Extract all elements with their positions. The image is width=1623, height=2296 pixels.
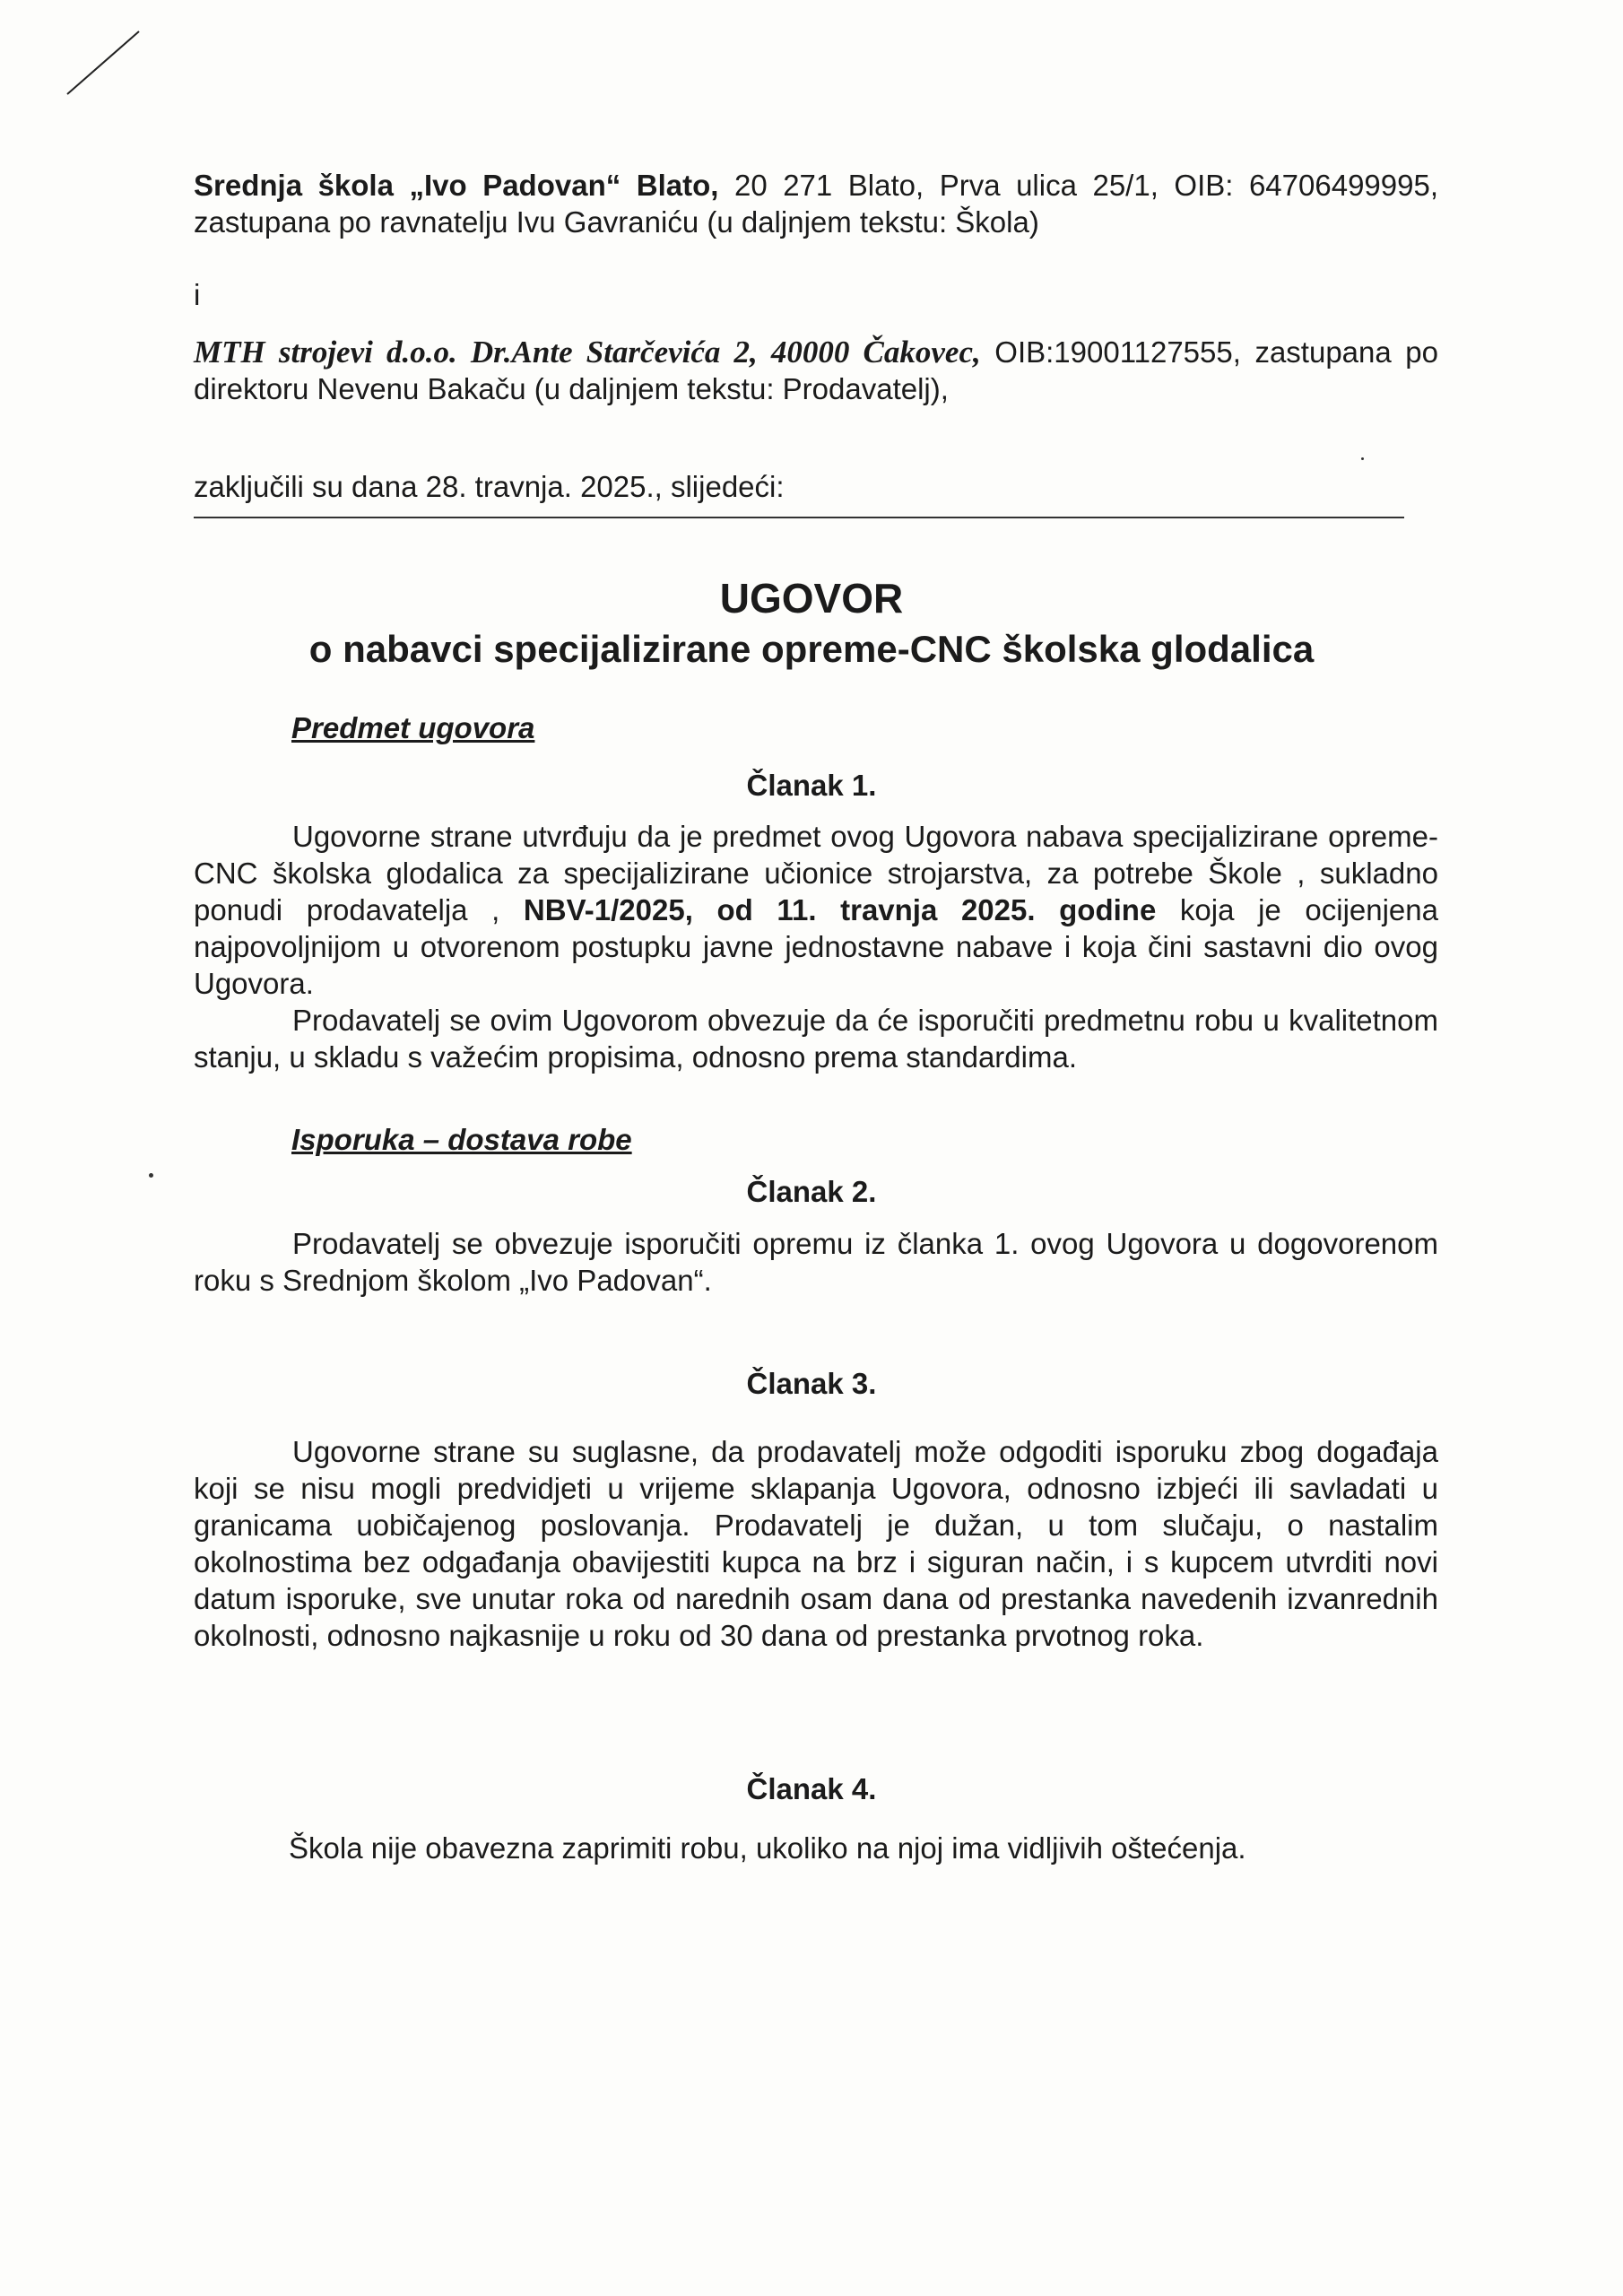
contract-subtitle: o nabavci specijalizirane opreme-CNC školska glodalica (308, 628, 1315, 670)
article-2-label: Članak 2. (746, 1175, 877, 1208)
concluded-line: zaključili su dana 28. travnja. 2025., slijedeći: (194, 470, 785, 503)
article-2-paragraph: Prodavatelj se obvezuje isporučiti opremu iz članka 1. ovog Ugovora u dogovorenom roku s Srednjom školom „Ivo Padovan“. (194, 1227, 1438, 1297)
scan-speck (1361, 457, 1364, 460)
article-1-text-end: koja je ocijenjena najpovoljnijom u otvorenom postupku javne jednostavne nabave i koja čini sastavni dio ovog Ugovora. (194, 893, 1438, 1000)
article-4-paragraph: Škola nije obavezna zaprimiti robu, ukoliko na njoj ima vidljivih oštećenja. (289, 1831, 1246, 1865)
pen-stroke-mark (63, 27, 143, 99)
contract-title: UGOVOR (719, 575, 904, 622)
offer-reference: NBV-1/2025, od 11. travnja 2025. godine (499, 893, 1157, 926)
article-3-paragraph: Ugovorne strane su suglasne, da prodavatelj može odgoditi isporuku zbog događaja koji se nisu mogli predvidjeti u vrijeme sklapanja Ugovora, odnosno izbjeći ili savladati u granicama uobičajenog poslovanja. Prodavatelj je dužan, u tom slučaju, o nastalim okolnostima bez odgađanja obavijestiti kupca na brz i siguran način, i s kupcem utvrditi novi datum isporuke, sve unutar roka od narednih osam dana od prestanka navedenih izvanrednih okolnosti, odnosno najkasnije u roku od 30 dana od prestanka prvotnog roka. (194, 1435, 1438, 1652)
article-1-paragraph-2: Prodavatelj se ovim Ugovorom obvezuje da će isporučiti predmetnu robu u kvalitetnom stanju, u skladu s važećim propisima, odnosno prema standardima. (194, 1004, 1438, 1074)
article-4-body (194, 1830, 1438, 1866)
party-school (194, 167, 1438, 240)
school-name: Srednja škola „Ivo Padovan“ Blato, (194, 169, 719, 202)
article-1-text-start: Ugovorne strane utvrđuju da je predmet ovog Ugovora nabava specijalizirane opreme-CNC školska glodalica za specijalizirane učionice strojarstva, za potrebe Škole , sukladno ponudi prodavatelja , (194, 820, 1438, 926)
party-conjunction: i (194, 278, 201, 311)
section-heading-delivery: Isporuka – dostava robe (291, 1123, 632, 1156)
scan-speck (149, 1173, 153, 1178)
article-4-label: Članak 4. (746, 1772, 877, 1805)
seller-details: OIB:19001127555, zastupana po direktoru Nevenu Bakaču (u daljnjem tekstu: Prodavatelj), (194, 335, 1438, 405)
article-2-body (194, 1225, 1438, 1299)
article-1-label: Članak 1. (746, 769, 877, 802)
seller-name: MTH strojevi d.o.o. Dr.Ante Starčevića 2, 40000 Čakovec, (194, 335, 981, 370)
party-seller (194, 334, 1438, 407)
article-3-body (194, 1433, 1438, 1654)
section-heading-subject: Predmet ugovora (291, 711, 535, 744)
divider-line (194, 517, 1404, 518)
article-3-label: Članak 3. (746, 1367, 877, 1400)
article-1-body (194, 818, 1438, 1075)
school-details: 20 271 Blato, Prva ulica 25/1, OIB: 64706499995, zastupana po ravnatelju Ivu Gavraniću (u daljnjem tekstu: Škola) (194, 169, 1438, 239)
